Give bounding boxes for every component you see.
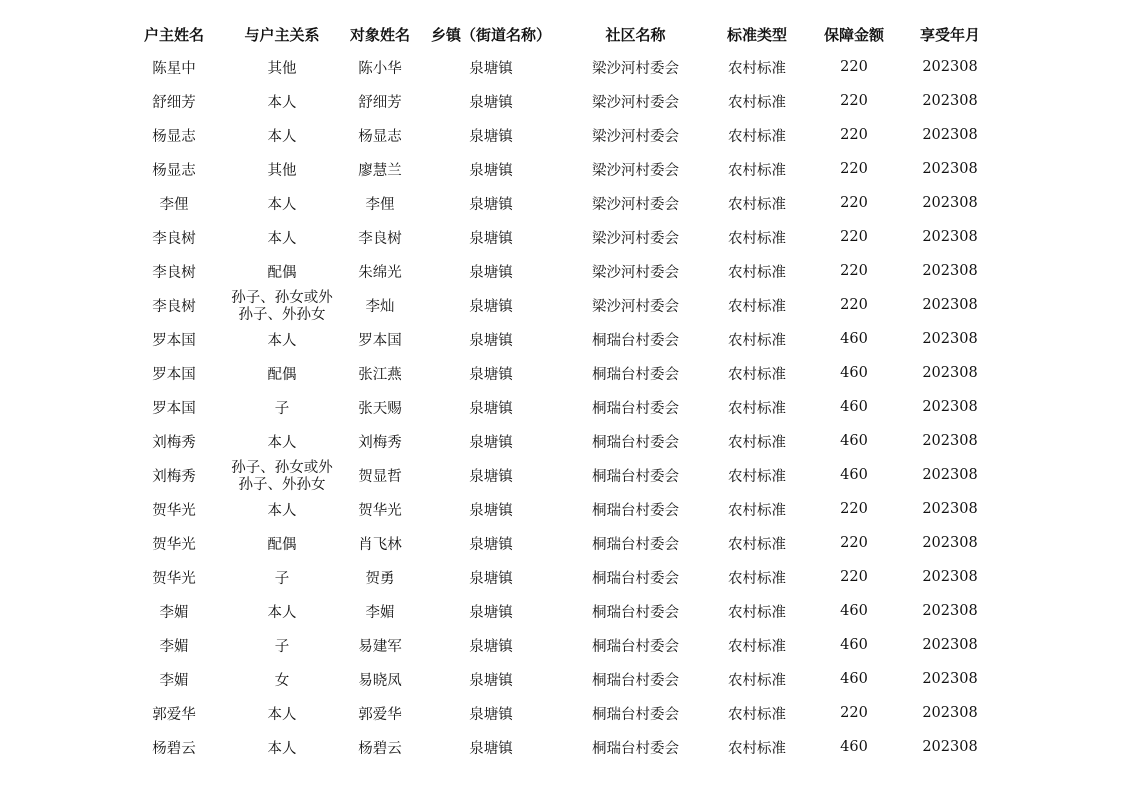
township-cell: 泉塘镇 bbox=[469, 672, 513, 689]
table-row bbox=[120, 526, 993, 560]
household-head-cell: 罗本国 bbox=[152, 366, 196, 383]
community-cell: 桐瑞台村委会 bbox=[592, 672, 679, 689]
amount-cell: 220 bbox=[840, 229, 868, 245]
amount-cell: 460 bbox=[840, 739, 868, 755]
relationship-text: 孙子、孙女或外孙子、外孙女 bbox=[231, 460, 333, 492]
township-cell: 泉塘镇 bbox=[469, 298, 513, 315]
relationship-cell: 本人 bbox=[267, 196, 297, 213]
community-cell: 梁沙河村委会 bbox=[592, 60, 679, 77]
relationship-cell: 子 bbox=[274, 638, 290, 655]
table-body bbox=[120, 50, 993, 764]
table-row bbox=[120, 356, 993, 390]
township-cell: 泉塘镇 bbox=[469, 570, 513, 587]
table-row bbox=[120, 696, 993, 730]
amount-cell: 460 bbox=[840, 399, 868, 415]
community-cell: 梁沙河村委会 bbox=[592, 196, 679, 213]
standard-type-cell: 农村标准 bbox=[728, 672, 786, 689]
household-head-cell: 李俚 bbox=[159, 196, 189, 213]
household-head-cell: 贺华光 bbox=[152, 536, 196, 553]
period-cell: 202308 bbox=[922, 501, 978, 517]
community-cell: 梁沙河村委会 bbox=[592, 162, 679, 179]
township-cell: 泉塘镇 bbox=[469, 706, 513, 723]
township-cell: 泉塘镇 bbox=[469, 196, 513, 213]
standard-type-cell: 农村标准 bbox=[728, 570, 786, 587]
table-row bbox=[120, 50, 993, 84]
table-row bbox=[120, 594, 993, 628]
relationship-cell: 本人 bbox=[267, 740, 297, 757]
beneficiary-name-cell: 肖飞林 bbox=[358, 536, 402, 553]
township-cell: 泉塘镇 bbox=[469, 604, 513, 621]
household-head-cell: 李媚 bbox=[159, 604, 189, 621]
household-head-cell: 李媚 bbox=[159, 672, 189, 689]
township-cell: 泉塘镇 bbox=[469, 60, 513, 77]
standard-type-cell: 农村标准 bbox=[728, 400, 786, 417]
header-period: 享受年月 bbox=[919, 25, 980, 44]
standard-type-cell: 农村标准 bbox=[728, 638, 786, 655]
period-cell: 202308 bbox=[922, 603, 978, 619]
township-cell: 泉塘镇 bbox=[469, 264, 513, 281]
relationship-cell: 本人 bbox=[267, 502, 297, 519]
community-cell: 桐瑞台村委会 bbox=[592, 434, 679, 451]
header-beneficiary-name: 对象姓名 bbox=[349, 25, 410, 44]
township-cell: 泉塘镇 bbox=[469, 400, 513, 417]
header-community: 社区名称 bbox=[605, 25, 666, 44]
period-cell: 202308 bbox=[922, 535, 978, 551]
header-row bbox=[120, 18, 993, 50]
standard-type-cell: 农村标准 bbox=[728, 502, 786, 519]
relationship-cell: 其他 bbox=[267, 162, 297, 179]
household-head-cell: 李良树 bbox=[152, 298, 196, 315]
household-head-cell: 李良树 bbox=[152, 230, 196, 247]
relationship-cell: 其他 bbox=[267, 60, 297, 77]
amount-cell: 220 bbox=[840, 161, 868, 177]
community-cell: 桐瑞台村委会 bbox=[592, 604, 679, 621]
beneficiary-name-cell: 郭爱华 bbox=[358, 706, 402, 723]
relationship-cell: 本人 bbox=[267, 706, 297, 723]
table-row bbox=[120, 186, 993, 220]
amount-cell: 460 bbox=[840, 331, 868, 347]
standard-type-cell: 农村标准 bbox=[728, 366, 786, 383]
standard-type-cell: 农村标准 bbox=[728, 332, 786, 349]
amount-cell: 460 bbox=[840, 365, 868, 381]
standard-type-cell: 农村标准 bbox=[728, 128, 786, 145]
table-row bbox=[120, 288, 993, 322]
table-header bbox=[120, 18, 993, 50]
township-cell: 泉塘镇 bbox=[469, 468, 513, 485]
beneficiary-name-cell: 李媚 bbox=[365, 604, 395, 621]
relationship-text: 孙子、孙女或外孙子、外孙女 bbox=[231, 290, 333, 322]
table-row bbox=[120, 560, 993, 594]
period-cell: 202308 bbox=[922, 93, 978, 109]
relationship-cell: 本人 bbox=[267, 434, 297, 451]
table-row bbox=[120, 424, 993, 458]
period-cell: 202308 bbox=[922, 637, 978, 653]
township-cell: 泉塘镇 bbox=[469, 366, 513, 383]
household-head-cell: 郭爱华 bbox=[152, 706, 196, 723]
township-cell: 泉塘镇 bbox=[469, 230, 513, 247]
standard-type-cell: 农村标准 bbox=[728, 230, 786, 247]
period-cell: 202308 bbox=[922, 671, 978, 687]
township-cell: 泉塘镇 bbox=[469, 94, 513, 111]
household-head-cell: 舒细芳 bbox=[152, 94, 196, 111]
table-row bbox=[120, 662, 993, 696]
amount-cell: 460 bbox=[840, 671, 868, 687]
beneficiary-name-cell: 廖慧兰 bbox=[358, 162, 402, 179]
amount-cell: 220 bbox=[840, 127, 868, 143]
table-row bbox=[120, 628, 993, 662]
standard-type-cell: 农村标准 bbox=[728, 94, 786, 111]
table-row bbox=[120, 730, 993, 764]
household-head-cell: 杨显志 bbox=[152, 128, 196, 145]
standard-type-cell: 农村标准 bbox=[728, 196, 786, 213]
township-cell: 泉塘镇 bbox=[469, 128, 513, 145]
beneficiary-name-cell: 陈小华 bbox=[358, 60, 402, 77]
community-cell: 梁沙河村委会 bbox=[592, 264, 679, 281]
community-cell: 梁沙河村委会 bbox=[592, 298, 679, 315]
amount-cell: 220 bbox=[840, 93, 868, 109]
table-row bbox=[120, 84, 993, 118]
amount-cell: 460 bbox=[840, 433, 868, 449]
community-cell: 桐瑞台村委会 bbox=[592, 468, 679, 485]
relationship-cell: 本人 bbox=[267, 94, 297, 111]
community-cell: 桐瑞台村委会 bbox=[592, 706, 679, 723]
period-cell: 202308 bbox=[922, 739, 978, 755]
beneficiary-name-cell: 杨显志 bbox=[358, 128, 402, 145]
relationship-cell: 本人 bbox=[267, 604, 297, 621]
beneficiary-name-cell: 贺华光 bbox=[358, 502, 402, 519]
amount-cell: 220 bbox=[840, 569, 868, 585]
standard-type-cell: 农村标准 bbox=[728, 740, 786, 757]
period-cell: 202308 bbox=[922, 399, 978, 415]
standard-type-cell: 农村标准 bbox=[728, 162, 786, 179]
standard-type-cell: 农村标准 bbox=[728, 60, 786, 77]
amount-cell: 220 bbox=[840, 535, 868, 551]
period-cell: 202308 bbox=[922, 569, 978, 585]
township-cell: 泉塘镇 bbox=[469, 162, 513, 179]
table-row bbox=[120, 390, 993, 424]
beneficiary-name-cell: 张江燕 bbox=[358, 366, 402, 383]
community-cell: 桐瑞台村委会 bbox=[592, 638, 679, 655]
household-head-cell: 贺华光 bbox=[152, 570, 196, 587]
township-cell: 泉塘镇 bbox=[469, 502, 513, 519]
period-cell: 202308 bbox=[922, 127, 978, 143]
beneficiary-name-cell: 刘梅秀 bbox=[358, 434, 402, 451]
amount-cell: 460 bbox=[840, 467, 868, 483]
beneficiary-name-cell: 张天赐 bbox=[358, 400, 402, 417]
standard-type-cell: 农村标准 bbox=[728, 706, 786, 723]
beneficiary-name-cell: 李灿 bbox=[365, 298, 395, 315]
standard-type-cell: 农村标准 bbox=[728, 298, 786, 315]
period-cell: 202308 bbox=[922, 59, 978, 75]
standard-type-cell: 农村标准 bbox=[728, 264, 786, 281]
relationship-cell bbox=[228, 288, 336, 322]
beneficiary-name-cell: 李俚 bbox=[365, 196, 395, 213]
household-head-cell: 罗本国 bbox=[152, 332, 196, 349]
household-head-cell: 李媚 bbox=[159, 638, 189, 655]
standard-type-cell: 农村标准 bbox=[728, 604, 786, 621]
township-cell: 泉塘镇 bbox=[469, 740, 513, 757]
community-cell: 桐瑞台村委会 bbox=[592, 740, 679, 757]
period-cell: 202308 bbox=[922, 365, 978, 381]
household-head-cell: 陈星中 bbox=[152, 60, 196, 77]
community-cell: 梁沙河村委会 bbox=[592, 230, 679, 247]
table-row bbox=[120, 492, 993, 526]
beneficiary-name-cell: 舒细芳 bbox=[358, 94, 402, 111]
period-cell: 202308 bbox=[922, 195, 978, 211]
period-cell: 202308 bbox=[922, 433, 978, 449]
table-row bbox=[120, 152, 993, 186]
township-cell: 泉塘镇 bbox=[469, 638, 513, 655]
relationship-cell: 子 bbox=[274, 400, 290, 417]
relationship-cell: 本人 bbox=[267, 128, 297, 145]
beneficiary-name-cell: 李良树 bbox=[358, 230, 402, 247]
beneficiary-name-cell: 易晓凤 bbox=[358, 672, 402, 689]
standard-type-cell: 农村标准 bbox=[728, 468, 786, 485]
community-cell: 桐瑞台村委会 bbox=[592, 536, 679, 553]
household-head-cell: 杨碧云 bbox=[152, 740, 196, 757]
beneficiary-name-cell: 杨碧云 bbox=[358, 740, 402, 757]
amount-cell: 220 bbox=[840, 59, 868, 75]
relationship-cell: 子 bbox=[274, 570, 290, 587]
relationship-cell bbox=[228, 458, 336, 492]
header-township: 乡镇（街道名称） bbox=[430, 25, 551, 44]
period-cell: 202308 bbox=[922, 331, 978, 347]
household-head-cell: 罗本国 bbox=[152, 400, 196, 417]
relationship-cell: 本人 bbox=[267, 230, 297, 247]
relationship-cell: 本人 bbox=[267, 332, 297, 349]
standard-type-cell: 农村标准 bbox=[728, 536, 786, 553]
header-relationship: 与户主关系 bbox=[244, 25, 320, 44]
table-row bbox=[120, 220, 993, 254]
beneficiary-name-cell: 朱绵光 bbox=[358, 264, 402, 281]
beneficiary-name-cell: 易建军 bbox=[358, 638, 402, 655]
community-cell: 桐瑞台村委会 bbox=[592, 502, 679, 519]
standard-type-cell: 农村标准 bbox=[728, 434, 786, 451]
beneficiary-name-cell: 贺显哲 bbox=[358, 468, 402, 485]
amount-cell: 220 bbox=[840, 195, 868, 211]
beneficiary-name-cell: 罗本国 bbox=[358, 332, 402, 349]
community-cell: 梁沙河村委会 bbox=[592, 128, 679, 145]
table-row bbox=[120, 322, 993, 356]
community-cell: 梁沙河村委会 bbox=[592, 94, 679, 111]
amount-cell: 220 bbox=[840, 297, 868, 313]
community-cell: 桐瑞台村委会 bbox=[592, 332, 679, 349]
period-cell: 202308 bbox=[922, 297, 978, 313]
household-head-cell: 贺华光 bbox=[152, 502, 196, 519]
table-row bbox=[120, 458, 993, 492]
household-head-cell: 李良树 bbox=[152, 264, 196, 281]
amount-cell: 460 bbox=[840, 637, 868, 653]
township-cell: 泉塘镇 bbox=[469, 536, 513, 553]
community-cell: 桐瑞台村委会 bbox=[592, 400, 679, 417]
header-amount: 保障金额 bbox=[823, 25, 884, 44]
amount-cell: 460 bbox=[840, 603, 868, 619]
relationship-cell: 配偶 bbox=[267, 366, 297, 383]
household-head-cell: 刘梅秀 bbox=[152, 434, 196, 451]
header-household-head: 户主姓名 bbox=[143, 25, 204, 44]
relationship-cell: 女 bbox=[274, 672, 290, 689]
household-head-cell: 刘梅秀 bbox=[152, 468, 196, 485]
table-row bbox=[120, 118, 993, 152]
amount-cell: 220 bbox=[840, 501, 868, 517]
community-cell: 桐瑞台村委会 bbox=[592, 570, 679, 587]
period-cell: 202308 bbox=[922, 229, 978, 245]
amount-cell: 220 bbox=[840, 705, 868, 721]
relationship-cell: 配偶 bbox=[267, 264, 297, 281]
table-row bbox=[120, 254, 993, 288]
period-cell: 202308 bbox=[922, 467, 978, 483]
beneficiary-name-cell: 贺勇 bbox=[365, 570, 395, 587]
township-cell: 泉塘镇 bbox=[469, 434, 513, 451]
household-head-cell: 杨显志 bbox=[152, 162, 196, 179]
period-cell: 202308 bbox=[922, 705, 978, 721]
period-cell: 202308 bbox=[922, 161, 978, 177]
beneficiary-table bbox=[120, 18, 993, 764]
period-cell: 202308 bbox=[922, 263, 978, 279]
header-standard-type: 标准类型 bbox=[726, 25, 787, 44]
relationship-cell: 配偶 bbox=[267, 536, 297, 553]
township-cell: 泉塘镇 bbox=[469, 332, 513, 349]
community-cell: 桐瑞台村委会 bbox=[592, 366, 679, 383]
amount-cell: 220 bbox=[840, 263, 868, 279]
